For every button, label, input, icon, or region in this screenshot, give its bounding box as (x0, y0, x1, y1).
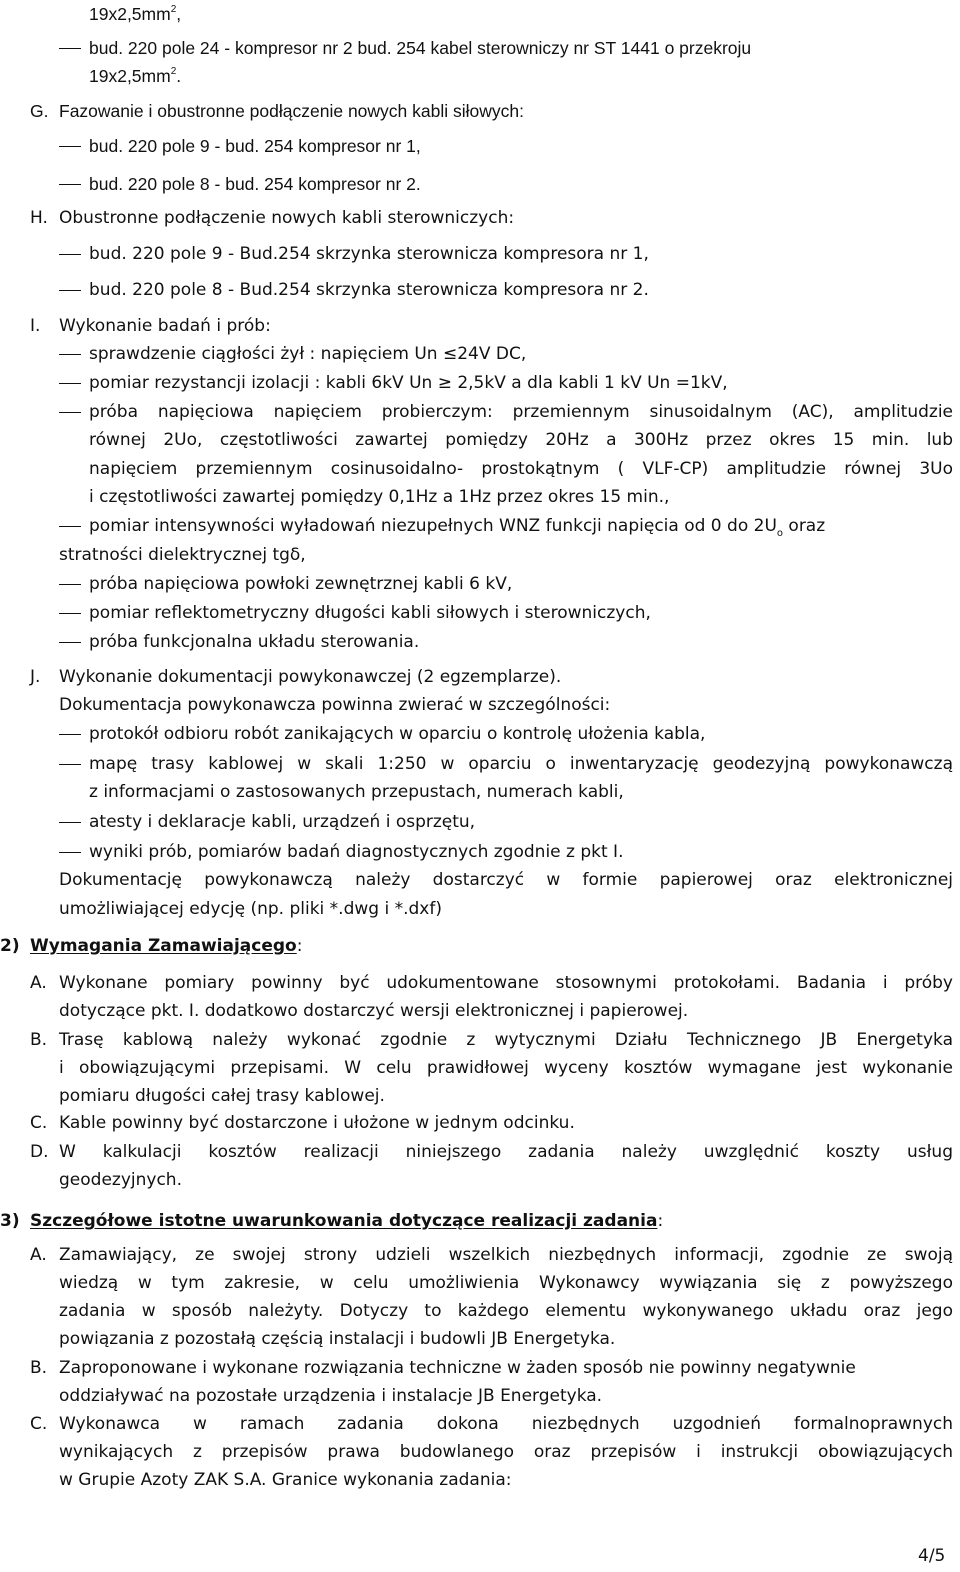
item-label: J. (30, 667, 41, 687)
section-heading: Wymagania Zamawiającego: (30, 936, 303, 956)
list-item: bud. 220 pole 9 - bud. 254 kompresor nr 1, (89, 136, 421, 156)
list-item: bud. 220 pole 8 - bud. 254 kompresor nr 2. (89, 174, 421, 194)
bullet-dash (59, 632, 81, 652)
bullet-dash (59, 574, 81, 594)
section-number: 3) (0, 1211, 20, 1231)
page-number: 4/5 (918, 1546, 946, 1566)
list-item: mapę trasy kablowej w skali 1:250 w oparciu o inwentaryzację geodezyjną powykonawczą (89, 754, 953, 774)
bullet-dash (59, 373, 81, 393)
item-heading: Fazowanie i obustronne podłączenie nowych kabli siłowych: (59, 101, 524, 121)
list-item: pomiar reflektometryczny długości kabli siłowych i sterowniczych, (89, 603, 651, 623)
list-item-continued: i częstotliwości zawartej pomiędzy 0,1Hz a 1Hz przez okres 15 min., (89, 487, 670, 507)
bullet-dash (59, 136, 81, 156)
list-item: próba funkcjonalna układu sterowania. (89, 632, 420, 652)
list-item: próba napięciowa powłoki zewnętrznej kabli 6 kV, (89, 574, 513, 594)
paragraph: Zamawiający, ze swojej strony udzieli wszelkich niezbędnych informacji, zgodnie ze swoją (59, 1245, 953, 1265)
item-label: C. (30, 1414, 48, 1434)
list-item: bud. 220 pole 24 - kompresor nr 2 bud. 254 kabel sterowniczy nr ST 1441 o przekroju (89, 38, 752, 58)
bullet-dash (59, 280, 81, 300)
list-item-continued: równej 2Uo, częstotliwości zawartej pomiędzy 20Hz a 300Hz przez okres 15 min. lub (89, 430, 953, 450)
paragraph-continued: powiązania z pozostałą częścią instalacji i budowli JB Energetyka. (59, 1329, 616, 1349)
item-label: A. (30, 1245, 47, 1265)
item-label: D. (30, 1142, 49, 1162)
bullet-dash (59, 724, 81, 744)
bullet-dash (59, 244, 81, 264)
paragraph-continued: pomiaru długości całej trasy kablowej. (59, 1086, 385, 1106)
bullet-dash (59, 344, 81, 364)
paragraph: Trasę kablową należy wykonać zgodnie z wytycznymi Działu Technicznego JB Energetyka (59, 1030, 953, 1050)
list-item: pomiar intensywności wyładowań niezupełnych WNZ funkcji napięcia od 0 do $2U_o$ oraz (89, 516, 826, 540)
text-line: $19x2,5mm^2$. (89, 66, 182, 86)
item-label: H. (30, 208, 48, 228)
bullet-dash (59, 754, 81, 774)
text-line: $19x2,5mm^2$, (89, 4, 182, 24)
bullet-dash (59, 812, 81, 832)
section-number: 2) (0, 936, 20, 956)
item-label: A. (30, 973, 47, 993)
list-item: protokół odbioru robót zanikających w oparciu o kontrolę ułożenia kabla, (89, 724, 706, 744)
item-label: B. (30, 1030, 48, 1050)
paragraph: Wykonawca w ramach zadania dokona niezbędnych uzgodnień formalnoprawnych (59, 1414, 953, 1434)
paragraph-continued: geodezyjnych. (59, 1170, 182, 1190)
paragraph-continued: i obowiązującymi przepisami. W celu prawidłowej wyceny kosztów wymagane jest wykonanie (59, 1058, 953, 1078)
paragraph-continued: w Grupie Azoty ZAK S.A. Granice wykonania zadania: (59, 1470, 512, 1490)
item-heading: Wykonanie badań i prób: (59, 316, 271, 336)
bullet-dash (59, 402, 81, 422)
item-label: G. (30, 101, 49, 121)
bullet-dash (59, 516, 81, 536)
item-heading: Wykonanie dokumentacji powykonawczej (2 egzemplarze). (59, 667, 562, 687)
list-item: próba napięciowa napięciem probierczym: przemiennym sinusoidalnym (AC), amplitudzie (89, 402, 953, 422)
paragraph-continued: dotyczące pkt. I. dodatkowo dostarczyć wersji elektronicznej i papierowej. (59, 1001, 689, 1021)
list-item-continued: z informacjami o zastosowanych przepustach, numerach kabli, (89, 782, 624, 802)
paragraph-continued: wynikających z przepisów prawa budowlanego oraz przepisów i instrukcji obowiązujących (59, 1442, 953, 1462)
list-item: wyniki prób, pomiarów badań diagnostycznych zgodnie z pkt I. (89, 842, 624, 862)
list-item-continued: stratności dielektrycznej tgδ, (59, 545, 306, 565)
paragraph: Wykonane pomiary powinny być udokumentowane stosownymi protokołami. Badania i próby (59, 973, 953, 993)
paragraph-continued: zadania w sposób należyty. Dotyczy to każdego elementu wykonywanego układu oraz jego (59, 1301, 953, 1321)
paragraph: Dokumentację powykonawczą należy dostarczyć w formie papierowej oraz elektronicznej (59, 870, 953, 890)
bullet-dash (59, 174, 81, 194)
bullet-dash (59, 603, 81, 623)
section-heading: Szczegółowe istotne uwarunkowania dotyczące realizacji zadania: (30, 1211, 664, 1231)
item-label: B. (30, 1358, 48, 1378)
list-item: bud. 220 pole 9 - Bud.254 skrzynka sterownicza kompresora nr 1, (89, 244, 649, 264)
item-label: I. (30, 316, 41, 336)
paragraph-continued: umożliwiającej edycję (np. pliki *.dwg i *.dxf) (59, 899, 442, 919)
paragraph: Zaproponowane i wykonane rozwiązania techniczne w żaden sposób nie powinny negatywnie (59, 1358, 856, 1378)
list-item: pomiar rezystancji izolacji : kabli 6kV Un ≥ 2,5kV a dla kabli 1 kV Un =1kV, (89, 373, 728, 393)
paragraph: W kalkulacji kosztów realizacji niniejszego zadania należy uwzględnić koszty usług (59, 1142, 953, 1162)
list-item-continued: napięciem przemiennym cosinusoidalno- prostokątnym ( VLF-CP) amplitudzie równej 3Uo (89, 459, 953, 479)
bullet-dash (59, 38, 81, 58)
item-heading: Obustronne podłączenie nowych kabli sterowniczych: (59, 208, 515, 228)
paragraph-continued: oddziaływać na pozostałe urządzenia i instalacje JB Energetyka. (59, 1386, 603, 1406)
paragraph: Dokumentacja powykonawcza powinna zwierać w szczególności: (59, 695, 611, 715)
paragraph-continued: wiedzą w tym zakresie, w celu umożliwienia Wykonawcy wywiązania się z powyższego (59, 1273, 953, 1293)
item-label: C. (30, 1113, 48, 1133)
bullet-dash (59, 842, 81, 862)
list-item: sprawdzenie ciągłości żył : napięciem Un ≤24V DC, (89, 344, 527, 364)
list-item: bud. 220 pole 8 - Bud.254 skrzynka sterownicza kompresora nr 2. (89, 280, 649, 300)
list-item: atesty i deklaracje kabli, urządzeń i osprzętu, (89, 812, 476, 832)
paragraph: Kable powinny być dostarczone i ułożone w jednym odcinku. (59, 1113, 575, 1133)
